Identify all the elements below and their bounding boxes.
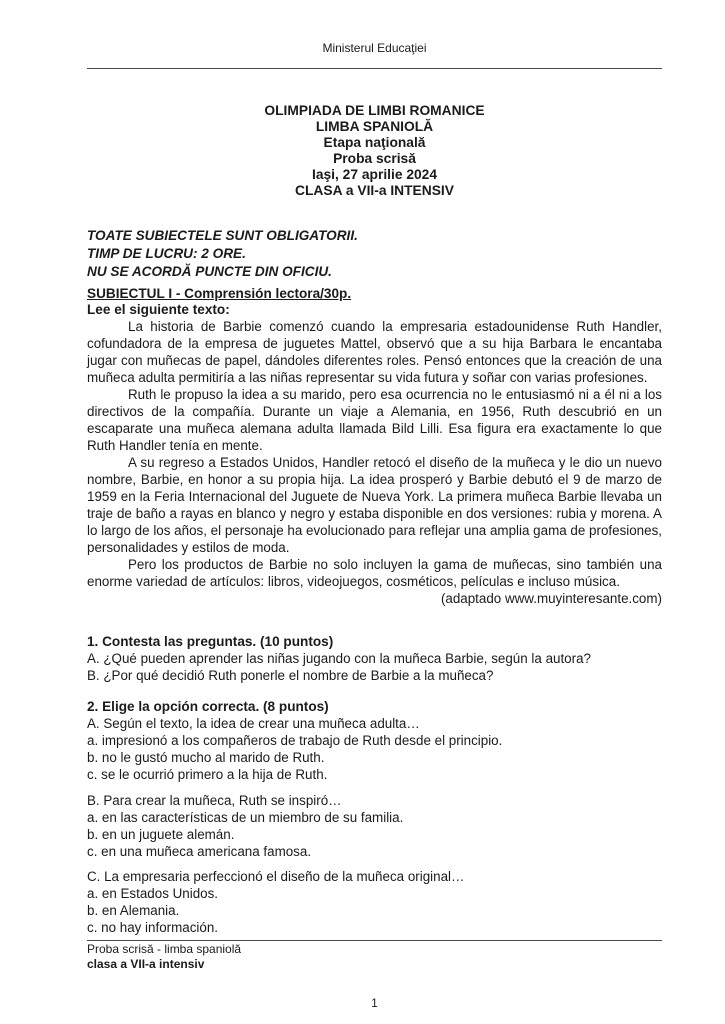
footer-class-label: clasa a VII-a intensiv: [87, 956, 205, 971]
title-line-exam-type: Proba scrisă: [333, 151, 416, 166]
text-paragraph: A su regreso a Estados Unidos, Handler retocó el diseño de la muñeca y le dio un nuevo nombre, Barbie, en honor a su propia hija. La idea prosperó y Barbie debutó el 9 de marzo de 1959 en la Feria Internacional del Juguete de Nueva York. La primera muñeca Barbie llevaba un traje de baño a rayas en blanco y negro y estaba disponible en dos versiones: rubia y morena. A lo largo de los años, el personaje ha evolucionado para reflejar una amplia gama de profesiones, personalidades y estilos de moda.: [87, 455, 662, 555]
text-paragraph: La historia de Barbie comenzó cuando la empresaria estadounidense Ruth Handler, cofundadora de la empresa de juguetes Mattel, observó que a su hija Barbara le encantaba jugar con muñecas de papel, dándoles diferentes roles. Pensó entonces que la creación de una muñeca adulta permitiría a las niñas representar su vida futura y soñar con varias profesiones.: [87, 319, 662, 385]
question2-a-option-b: b. no le gustó mucho al marido de Ruth.: [87, 750, 325, 765]
question2-b-option-a: a. en las características de un miembro de su familia.: [87, 809, 404, 825]
question2-b-option-b: b. en un juguete alemán.: [87, 826, 235, 842]
instruction-no-default-points: NU SE ACORDĂ PUNCTE DIN OFICIU.: [87, 264, 332, 279]
question2-c-option-a: a. en Estados Unidos.: [87, 886, 219, 901]
question2-c-option-b: b. en Alemania.: [87, 903, 180, 918]
text-paragraph: Pero los productos de Barbie no solo incluyen la gama de muñecas, sino también una enorme variedad de artículos: libros, videojuegos, cosméticos, películas e incluso música.: [87, 557, 662, 589]
question2-heading: 2. Elige la opción correcta. (8 puntos): [87, 699, 329, 714]
title-line-language: LIMBA SPANIOLĂ: [315, 119, 434, 134]
question2-group-c: [87, 868, 662, 936]
text-paragraph: Ruth le propuso la idea a su marido, pero esa ocurrencia no le entusiasmó ni a él ni a los directivos de la compañía. Durante un viaje a Alemania, en 1956, Ruth descubrió en un escaparate una muñeca alemana adulta llamada Bild Lilli. Esa figura era exactamente lo que Ruth Handler tenía en mente.: [87, 387, 662, 453]
section1-heading: SUBIECTUL I - Comprensión lectora/30p.: [87, 286, 352, 301]
title-line-olympiad: OLIMPIADA DE LIMBI ROMANICE: [264, 103, 485, 118]
question2-block: [87, 698, 662, 936]
question2-group-a: [87, 715, 662, 783]
question1-item-b: B. ¿Por qué decidió Ruth ponerle el nombre de Barbie a la muñeca?: [87, 668, 494, 683]
header-divider: [87, 68, 662, 69]
question2-stem-c: C. La empresaria perfeccionó el diseño de la muñeca original…: [87, 869, 465, 884]
ministry-header: Ministerul Educaţiei: [322, 41, 427, 55]
title-line-class: CLASA a VII-a INTENSIV: [295, 183, 454, 198]
question1-item-a: A. ¿Qué pueden aprender las niñas jugando con la muñeca Barbie, según la autora?: [87, 651, 591, 666]
page-footer: [87, 940, 662, 1010]
question2-a-option-a: a. impresionó a los compañeros de trabajo de Ruth desde el principio.: [87, 733, 503, 748]
title-block: [87, 103, 662, 199]
question2-stem-b: B. Para crear la muñeca, Ruth se inspiró…: [87, 792, 342, 808]
title-line-date-place: Iaşi, 27 aprilie 2024: [311, 167, 438, 182]
question2-b-option-c: c. en una muñeca americana famosa.: [87, 843, 312, 859]
page-number: 1: [371, 996, 378, 1010]
title-line-stage: Etapa naţională: [323, 135, 426, 150]
question2-group-b: [87, 792, 662, 860]
instruction-time: TIMP DE LUCRU: 2 ORE.: [87, 246, 246, 261]
source-attribution: (adaptado www.muyinteresante.com): [440, 591, 662, 606]
question2-stem-a: A. Según el texto, la idea de crear una muñeca adulta…: [87, 716, 420, 731]
footer-exam-label: Proba scrisă - limba spaniolă: [87, 942, 242, 956]
question2-c-option-c: c. no hay información.: [87, 920, 218, 935]
footer-divider: [87, 940, 662, 941]
question1-heading: 1. Contesta las preguntas. (10 puntos): [87, 634, 334, 649]
section1-intro: Lee el siguiente texto:: [87, 302, 230, 317]
instruction-mandatory: TOATE SUBIECTELE SUNT OBLIGATORII.: [87, 228, 358, 243]
instructions-block: [87, 227, 662, 281]
question2-a-option-c: c. se le ocurrió primero a la hija de Ruth.: [87, 767, 328, 782]
question1-block: [87, 633, 662, 684]
